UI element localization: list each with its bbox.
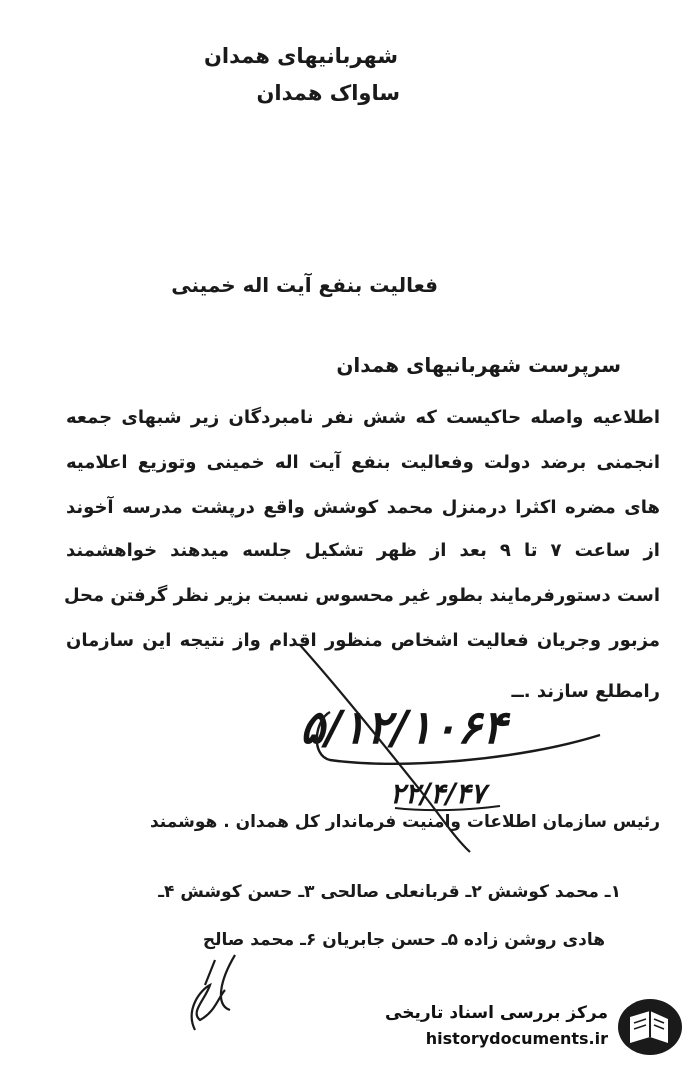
signature-mark bbox=[192, 955, 235, 1030]
names-list-line-2: هادی روشن زاده ۵ـ حسن جابریان ۶ـ محمد صالح bbox=[202, 930, 605, 950]
watermark-title: مرکز بررسی اسناد تاریخی bbox=[385, 1003, 608, 1023]
footer-signatory: رئیس سازمان اطلاعات وامنیت فرماندار کل همدان . هوشمند bbox=[149, 812, 660, 832]
handwritten-reference-date: ۲۲/۴/۴۷ bbox=[390, 777, 486, 810]
body-line-4: از ساعت ۷ تا ۹ بعد از ظهر تشکیل جلسه میدهند خواهشمند bbox=[66, 540, 660, 561]
header-sender: ساواک همدان bbox=[256, 81, 400, 105]
names-list-line-1: ۱ـ محمد کوشش ۲ـ قربانعلی صالحی ۳ـ حسن کوشش ۴ـ bbox=[158, 882, 621, 902]
body-line-5: است دستورفرمایند بطور غیر محسوس نسبت بزیر نظر گرفتن محل bbox=[63, 585, 660, 606]
reference-bracket bbox=[317, 712, 600, 764]
archive-book-icon bbox=[612, 997, 684, 1057]
body-line-6: مزبور وجریان فعالیت اشخاص منظور اقدام واز نتیجه این سازمان bbox=[66, 630, 660, 651]
date-underline bbox=[395, 806, 500, 810]
handwritten-reference-number: ۵/۱۲/۱۰۶۴ bbox=[300, 700, 507, 754]
subject-line: فعالیت بنفع آیت اله خمینی bbox=[171, 273, 438, 297]
body-line-2: انجمنی برضد دولت وفعالیت بنفع آیت اله خمینی وتوزیع اعلامیه bbox=[66, 452, 660, 473]
header-recipient: شهربانیهای همدان bbox=[203, 44, 398, 68]
body-line-7: رامطلع سازند .ــ bbox=[511, 681, 660, 702]
body-line-1: اطلاعیه واصله حاکیست که شش نفر نامبردگان زیر شبهای جمعه bbox=[66, 407, 660, 428]
diagonal-strike-line bbox=[300, 645, 470, 852]
watermark-url: historydocuments.ir bbox=[425, 1029, 608, 1048]
addressee-line: سرپرست شهربانیهای همدان bbox=[336, 353, 621, 377]
watermark-logo bbox=[385, 997, 690, 1057]
body-line-3: های مضره اکثرا درمنزل محمد کوشش واقع درپشت مدرسه آخوند bbox=[66, 497, 660, 518]
